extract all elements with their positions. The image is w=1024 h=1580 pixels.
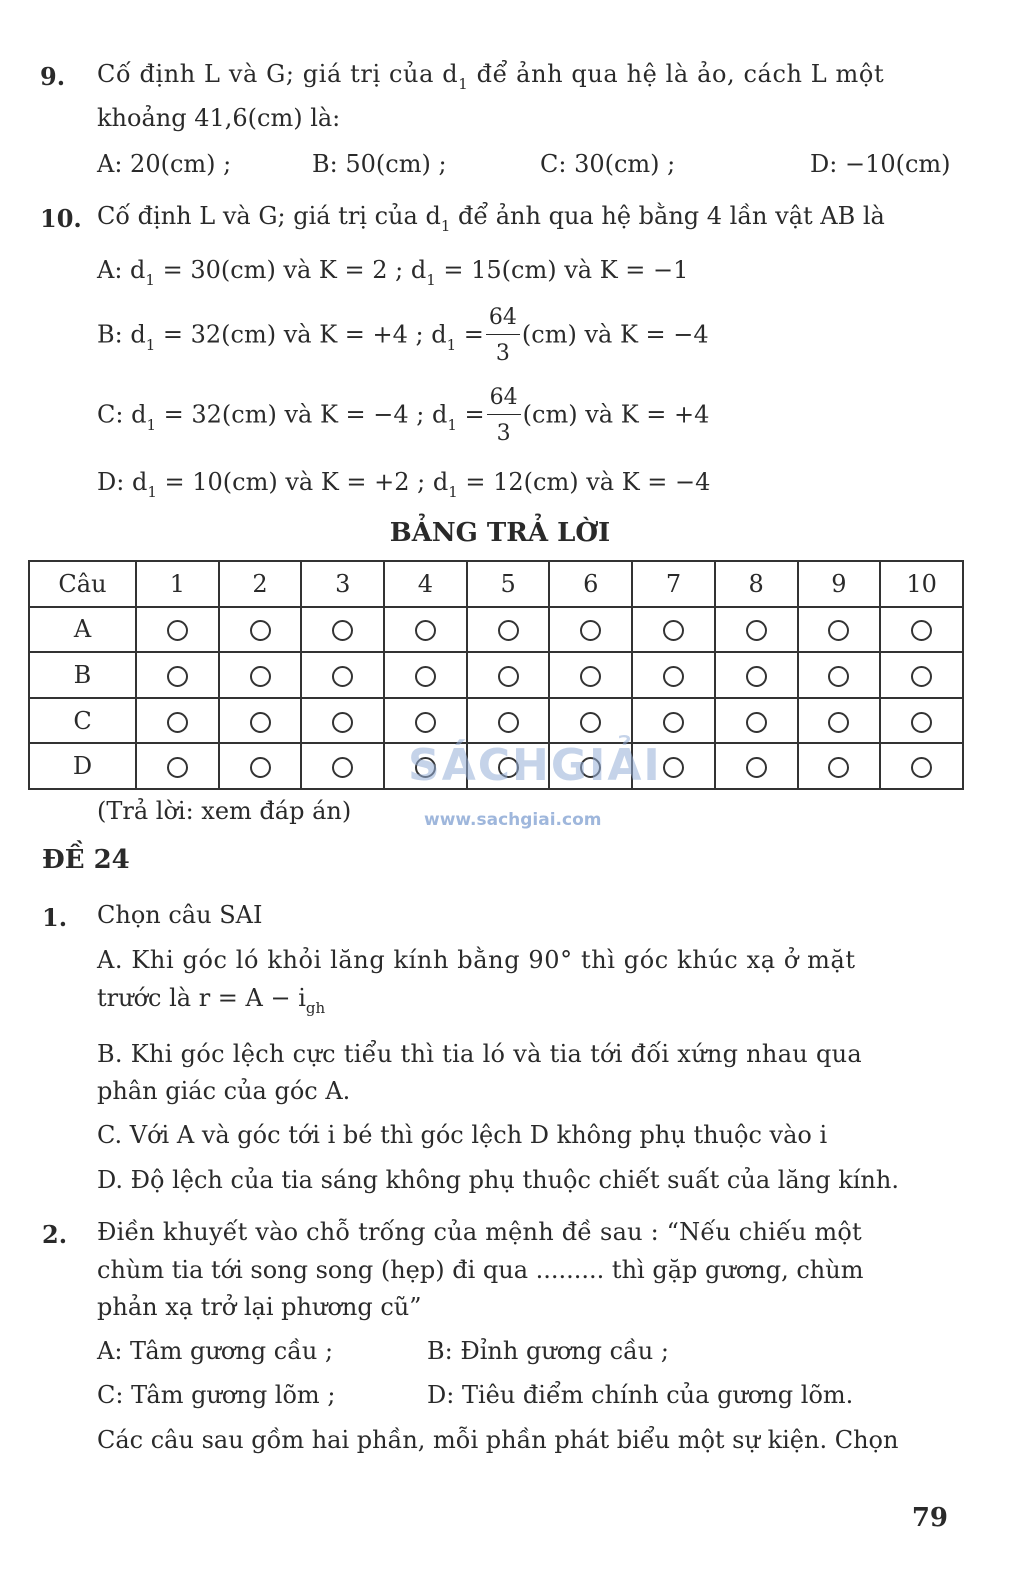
row-label: D (29, 743, 136, 789)
answer-bubble[interactable] (167, 757, 188, 778)
answer-bubble[interactable] (746, 757, 767, 778)
option-c: C: Tâm gương lõm ; (97, 1381, 336, 1409)
option-b: B: Đỉnh gương cầu ; (427, 1337, 669, 1365)
answer-bubble[interactable] (250, 620, 271, 641)
option-b: B: $d_1 = 32(cm)$ và K = +4 ; $d_1$ = $\frac{64}{3}$ (cm) và K = −4 (97, 305, 709, 366)
answer-table-title: BẢNG TRẢ LỜI (389, 518, 611, 548)
answer-bubble[interactable] (250, 757, 271, 778)
table-header-cell: 3 (301, 561, 384, 607)
table-header-cell: 9 (798, 561, 881, 607)
option-a: A. Khi góc ló khỏi lăng kính bằng 90° thì góc khúc xạ ở mặt (97, 946, 856, 974)
option-c: C: 30(cm) ; (540, 150, 676, 178)
answer-bubble[interactable] (332, 666, 353, 687)
table-header-row (29, 561, 963, 607)
answer-bubble[interactable] (332, 757, 353, 778)
answer-bubble[interactable] (911, 666, 932, 687)
answer-bubble[interactable] (828, 666, 849, 687)
answer-note: (Trả lời: xem đáp án) (97, 797, 352, 825)
answer-bubble[interactable] (663, 666, 684, 687)
answer-bubble[interactable] (167, 666, 188, 687)
answer-bubble[interactable] (663, 757, 684, 778)
answer-bubble[interactable] (250, 666, 271, 687)
answer-bubble[interactable] (415, 712, 436, 733)
option-a: A: 20(cm) ; (97, 150, 232, 178)
answer-bubble[interactable] (746, 666, 767, 687)
table-row (29, 698, 963, 744)
answer-bubble[interactable] (828, 757, 849, 778)
question-text: Cố định L và G; giá trị của $d_1$ để ảnh qua hệ là ảo, cách L một (97, 60, 885, 93)
table-header-cell: 8 (715, 561, 798, 607)
table-row (29, 607, 963, 653)
answer-bubble[interactable] (663, 620, 684, 641)
option-d: D: Tiêu điểm chính của gương lõm. (427, 1381, 854, 1409)
row-label: C (29, 698, 136, 744)
question-text: Chọn câu SAI (97, 901, 263, 929)
option-d: D. Độ lệch của tia sáng không phụ thuộc chiết suất của lăng kính. (97, 1166, 899, 1194)
fraction: $\frac{64}{3}$ (486, 307, 520, 365)
answer-bubble[interactable] (167, 620, 188, 641)
option-b-line2: phân giác của góc A. (97, 1077, 351, 1105)
answer-bubble[interactable] (580, 712, 601, 733)
table-header-cell: 1 (136, 561, 219, 607)
table-header-cell: 4 (384, 561, 467, 607)
option-a: A: Tâm gương cầu ; (97, 1337, 334, 1365)
option-b: B: 50(cm) ; (312, 150, 447, 178)
question-number: 1. (42, 903, 68, 932)
answer-bubble[interactable] (911, 712, 932, 733)
row-label: B (29, 652, 136, 698)
question-text: Điền khuyết vào chỗ trống của mệnh đề sau : “Nếu chiếu một (97, 1218, 862, 1246)
table-header-cell: 5 (467, 561, 550, 607)
answer-bubble[interactable] (332, 620, 353, 641)
answer-bubble[interactable] (498, 620, 519, 641)
question-text: Cố định L và G; giá trị của $d_1$ để ảnh qua hệ bằng 4 lần vật AB là (97, 202, 885, 235)
table-row (29, 652, 963, 698)
table-header-cell: Câu (29, 561, 136, 607)
answer-bubble[interactable] (828, 620, 849, 641)
question-text-line3: phản xạ trở lại phương cũ” (97, 1293, 422, 1321)
question-number: 2. (42, 1220, 68, 1249)
option-b: B. Khi góc lệch cực tiểu thì tia ló và tia tới đối xứng nhau qua (97, 1040, 863, 1068)
answer-bubble[interactable] (663, 712, 684, 733)
option-d: D: −10(cm) (810, 150, 951, 178)
answer-bubble[interactable] (828, 712, 849, 733)
answer-bubble[interactable] (911, 757, 932, 778)
answer-bubble[interactable] (498, 712, 519, 733)
question-text-line2: chùm tia tới song song (hẹp) đi qua ......... thì gặp gương, chùm (97, 1256, 864, 1284)
answer-bubble[interactable] (415, 620, 436, 641)
answer-bubble[interactable] (580, 620, 601, 641)
answer-bubble[interactable] (746, 620, 767, 641)
answer-bubble[interactable] (167, 712, 188, 733)
watermark-url[interactable]: www.sachgiai.com (424, 810, 602, 830)
fraction: $\frac{64}{3}$ (487, 387, 521, 445)
answer-bubble[interactable] (415, 666, 436, 687)
question-number: 9. (40, 62, 66, 91)
answer-bubble[interactable] (746, 712, 767, 733)
paragraph-text: Các câu sau gồm hai phần, mỗi phần phát biểu một sự kiện. Chọn (97, 1426, 899, 1454)
answer-bubble[interactable] (498, 666, 519, 687)
option-c: C: $d_1 = 32(cm)$ và K = −4 ; $d_1$ = $\frac{64}{3}$ (cm) và K = +4 (97, 385, 710, 446)
row-label: A (29, 607, 136, 653)
question-text-line2: khoảng 41,6(cm) là: (97, 104, 341, 132)
question-number: 10. (40, 204, 82, 233)
watermark-logo: SÁCHGIẢI (408, 740, 662, 791)
answer-bubble[interactable] (250, 712, 271, 733)
table-header-cell: 10 (880, 561, 963, 607)
page-number: 79 (911, 1503, 948, 1533)
option-d: D: $d_1 = 10(cm)$ và K = +2 ; $d_1 = 12(cm)$ và K = −4 (97, 468, 711, 501)
option-a: A: $d_1 = 30(cm)$ và K = 2 ; $d_1 = 15(cm)$ và K = −1 (97, 256, 689, 289)
table-header-cell: 7 (632, 561, 715, 607)
section-heading: ĐỀ 24 (42, 845, 130, 875)
answer-bubble[interactable] (911, 620, 932, 641)
table-header-cell: 2 (219, 561, 302, 607)
answer-bubble[interactable] (580, 666, 601, 687)
option-c: C. Với A và góc tới i bé thì góc lệch D không phụ thuộc vào i (97, 1121, 828, 1149)
option-a-line2: trước là $r = A - i_{gh}$ (97, 984, 326, 1017)
answer-bubble[interactable] (332, 712, 353, 733)
table-header-cell: 6 (549, 561, 632, 607)
